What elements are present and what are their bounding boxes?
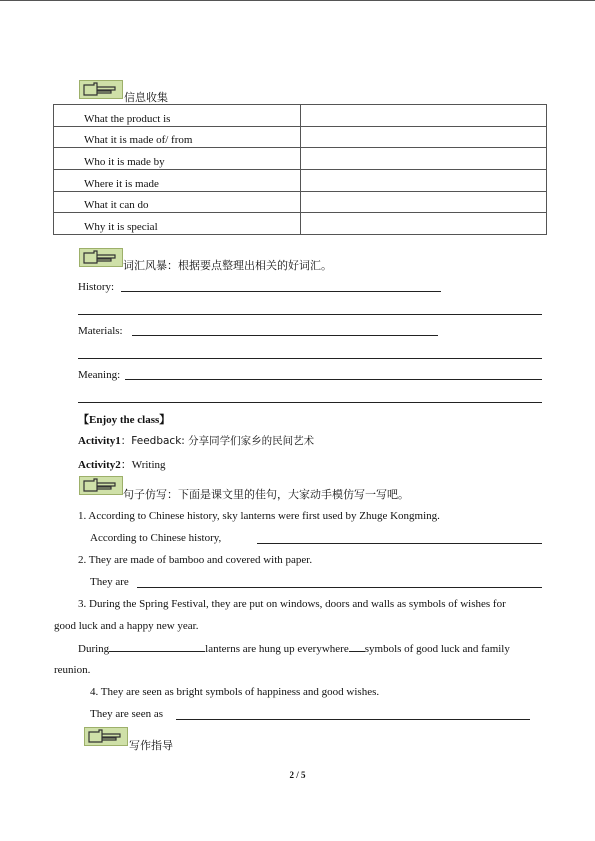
page-top-rule bbox=[0, 0, 595, 1]
sentence-1-prompt: According to Chinese history, bbox=[90, 532, 222, 544]
table-cell-label: What it can do bbox=[54, 191, 301, 213]
activity2-label: Activity2 bbox=[78, 459, 121, 471]
table-cell-answer[interactable] bbox=[301, 213, 547, 235]
meaning-blank-2[interactable] bbox=[78, 402, 542, 403]
activity1 bbox=[78, 433, 314, 448]
pointing-hand-icon bbox=[79, 80, 123, 99]
sentence-3b: good luck and a happy new year. bbox=[54, 620, 199, 632]
sentence-4-prompt: They are seen as bbox=[90, 708, 163, 720]
sentence-3-prompt-a: During bbox=[78, 643, 110, 655]
page-number: 2 / 5 bbox=[289, 770, 306, 780]
sentence-3-blank-1[interactable] bbox=[109, 642, 205, 652]
vocab-section-title: 词汇风暴：根据要点整理出相关的好词汇。 bbox=[123, 259, 332, 272]
table-cell-answer[interactable] bbox=[301, 126, 547, 148]
table-row bbox=[54, 170, 547, 192]
table-row bbox=[54, 105, 547, 127]
table-cell-answer[interactable] bbox=[301, 148, 547, 170]
sentence-2-blank[interactable] bbox=[137, 587, 542, 588]
sentence-4: 4. They are seen as bright symbols of happiness and good wishes. bbox=[90, 686, 380, 698]
table-cell-label: What it is made of/ from bbox=[54, 126, 301, 148]
sentence-3-prompt-c: symbols of good luck and family bbox=[364, 643, 510, 655]
activity1-label: Activity1 bbox=[78, 435, 121, 447]
sentence-3-prompt bbox=[78, 642, 510, 655]
pointing-hand-icon bbox=[84, 727, 128, 746]
history-blank[interactable] bbox=[121, 291, 441, 292]
activity2 bbox=[78, 456, 166, 472]
enjoy-heading: 【Enjoy the class】 bbox=[78, 414, 171, 426]
info-table bbox=[53, 104, 547, 235]
table-cell-label: What the product is bbox=[54, 105, 301, 127]
sentence-3-blank-2[interactable] bbox=[349, 642, 365, 652]
sentence-1-blank[interactable] bbox=[257, 543, 542, 544]
sentence-3-prompt-b: lanterns are hung up everywhere bbox=[205, 643, 349, 655]
guide-section-title: 写作指导 bbox=[129, 739, 173, 752]
materials-blank[interactable] bbox=[132, 335, 438, 336]
sentence-3-prompt-d: reunion. bbox=[54, 664, 91, 676]
table-row bbox=[54, 148, 547, 170]
materials-blank-2[interactable] bbox=[78, 358, 542, 359]
table-cell-answer[interactable] bbox=[301, 170, 547, 192]
materials-label: Materials: bbox=[78, 325, 123, 337]
sentence-3a: 3. During the Spring Festival, they are put on windows, doors and walls as symbols of wishes for bbox=[78, 598, 506, 610]
meaning-blank[interactable] bbox=[125, 379, 542, 380]
activity1-text: ：Feedback: 分享同学们家乡的民间艺术 bbox=[120, 435, 315, 447]
table-row bbox=[54, 126, 547, 148]
table-cell-answer[interactable] bbox=[301, 191, 547, 213]
info-section-title: 信息收集 bbox=[124, 91, 168, 104]
table-cell-label: Why it is special bbox=[54, 213, 301, 235]
sentence-4-blank[interactable] bbox=[176, 719, 530, 720]
pointing-hand-icon bbox=[79, 476, 123, 495]
imitate-section-title: 句子仿写：下面是课文里的佳句，大家动手模仿写一写吧。 bbox=[123, 488, 409, 501]
sentence-2: 2. They are made of bamboo and covered with paper. bbox=[78, 554, 313, 566]
table-cell-label: Where it is made bbox=[54, 170, 301, 192]
history-blank-2[interactable] bbox=[78, 314, 542, 315]
history-label: History: bbox=[78, 281, 115, 293]
meaning-label: Meaning: bbox=[78, 369, 121, 381]
sentence-2-prompt: They are bbox=[90, 576, 129, 588]
activity2-text: ：Writing bbox=[120, 459, 166, 471]
table-cell-answer[interactable] bbox=[301, 105, 547, 127]
table-row bbox=[54, 213, 547, 235]
pointing-hand-icon bbox=[79, 248, 123, 267]
table-row bbox=[54, 191, 547, 213]
sentence-1: 1. According to Chinese history, sky lanterns were first used by Zhuge Kongming. bbox=[78, 510, 440, 522]
table-cell-label: Who it is made by bbox=[54, 148, 301, 170]
